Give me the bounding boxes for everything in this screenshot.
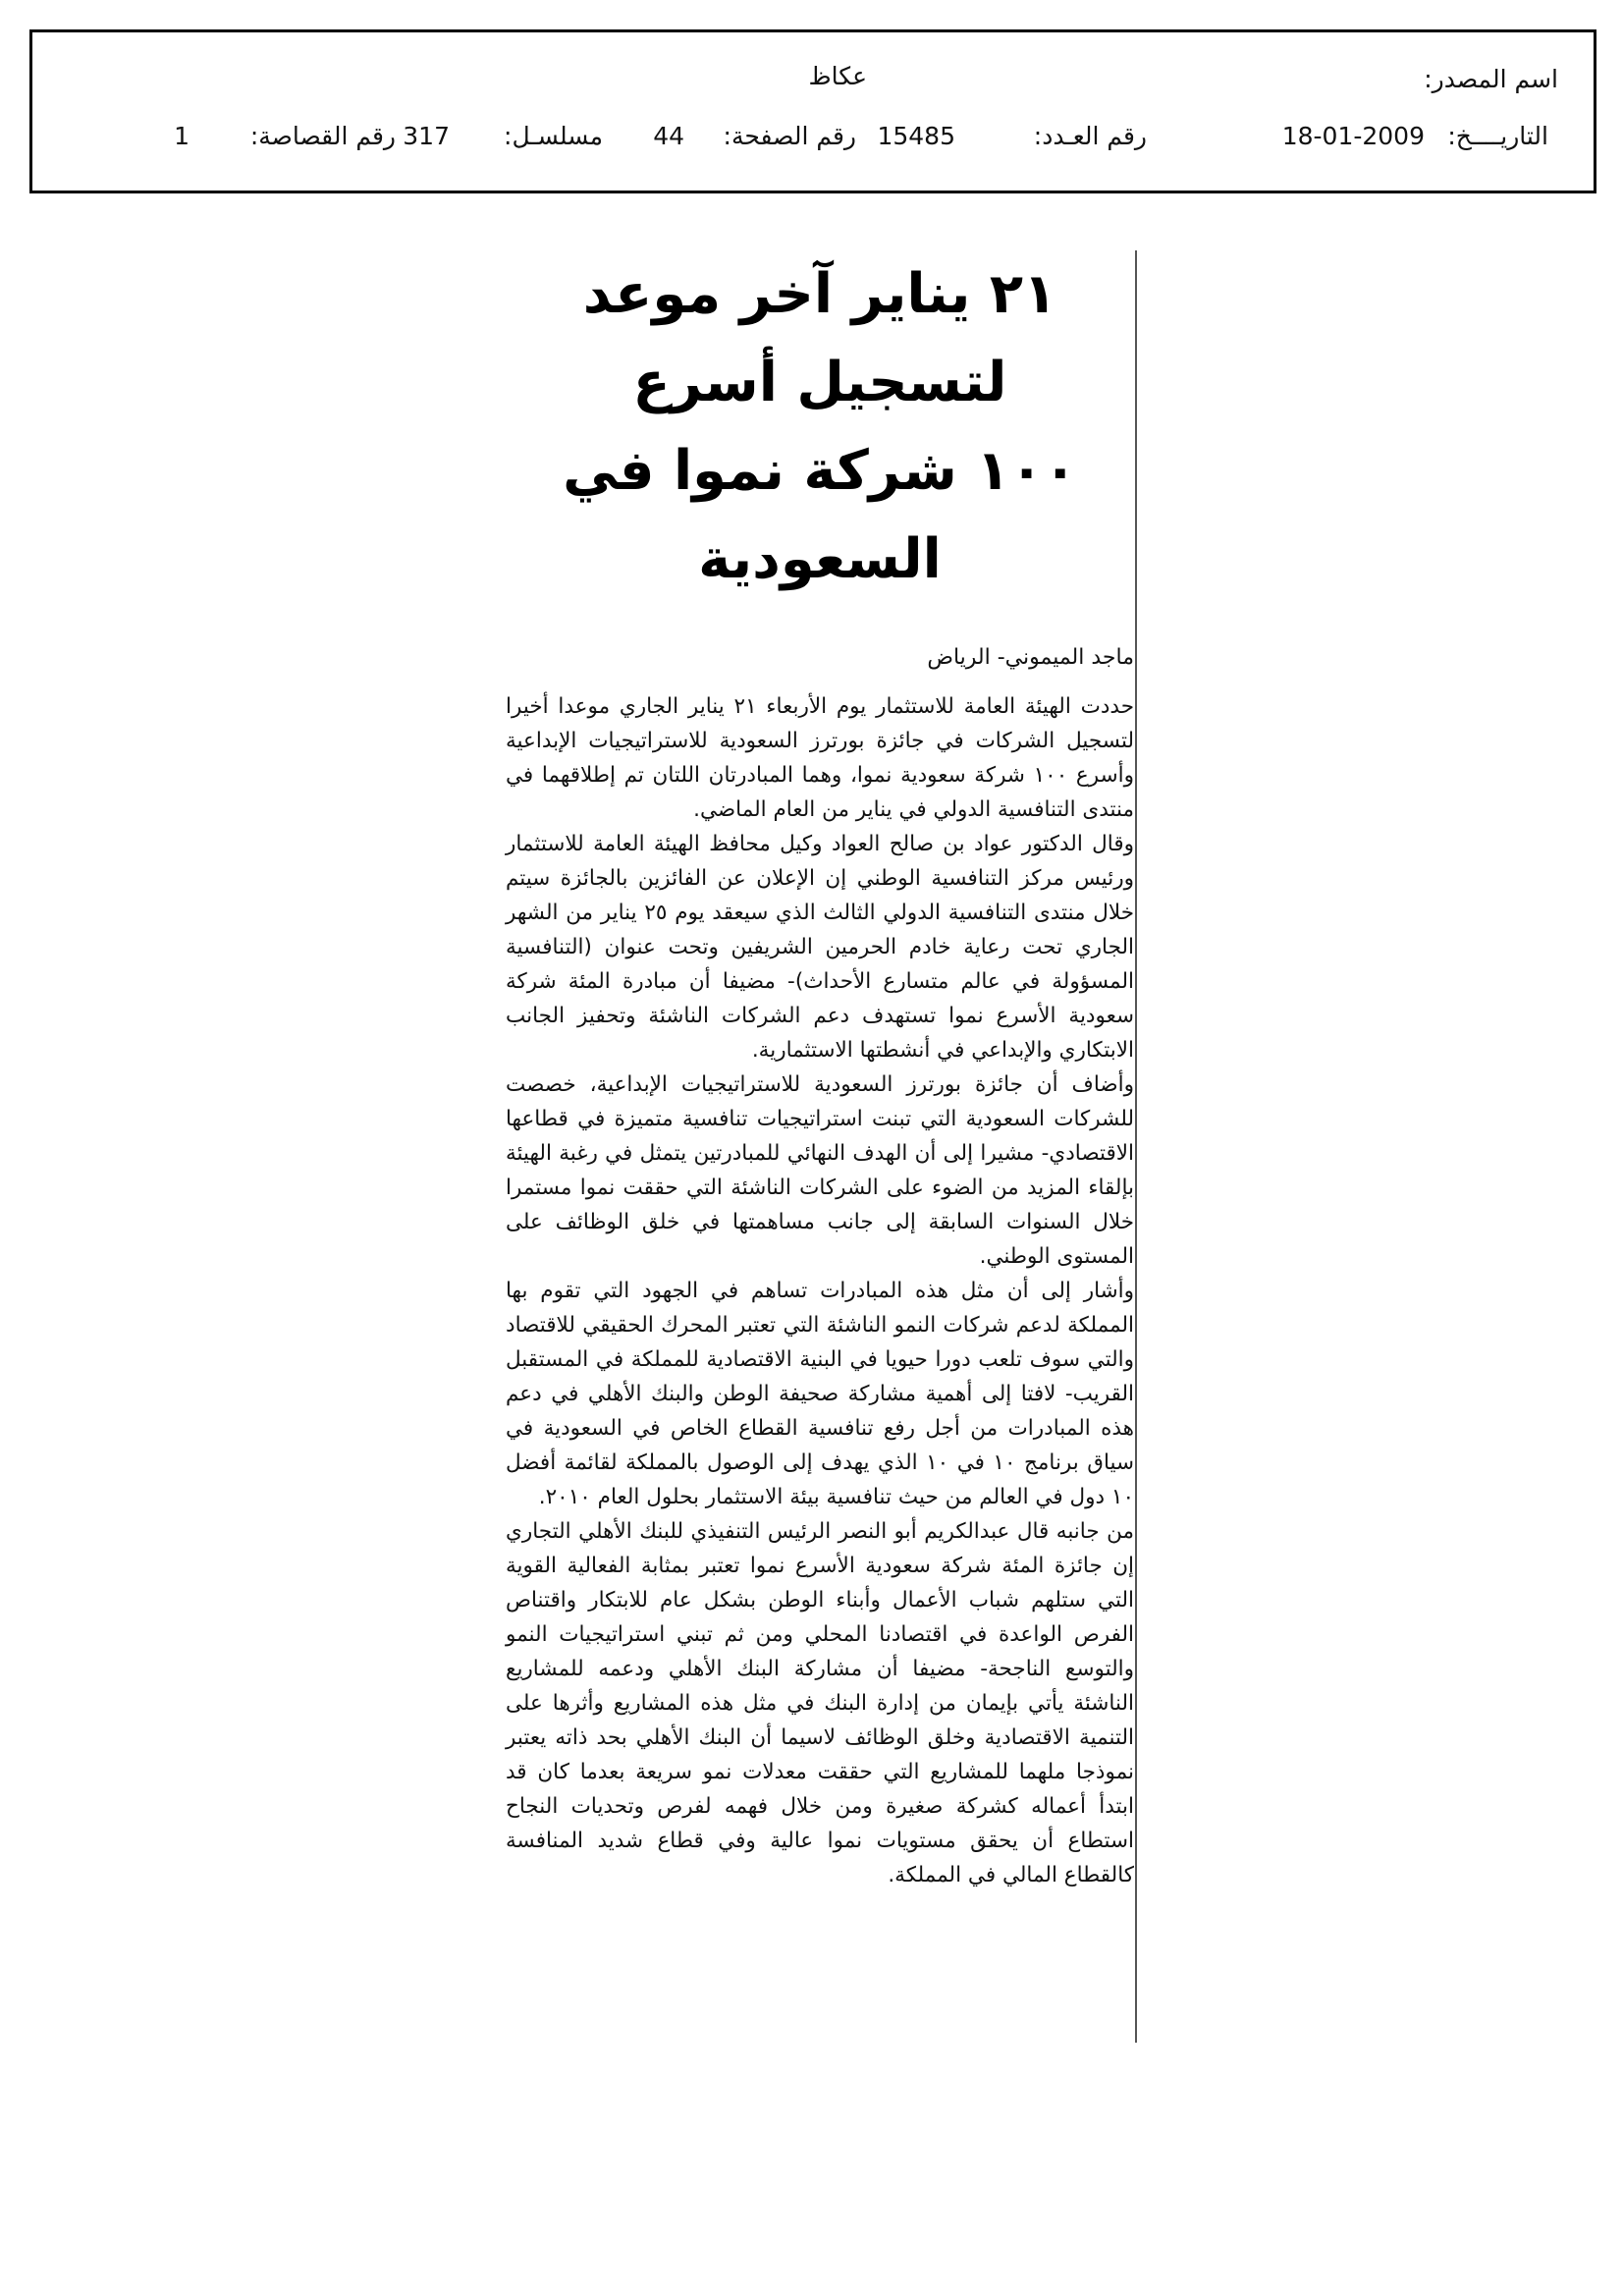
article-paragraph: وأضاف أن جائزة بورترز السعودية للاستراتيجيات الإبداعية، خصصت للشركات السعودية التي تبنت استراتيجيات تنافسية متميزة في قطاعها الاقتصادي- مشيرا إلى أن الهدف النهائي للمبادرتين يتمثل في رغبة الهيئة بإلقاء المزيد من الضوء على الشركات الناشئة التي حققت نموا مستمرا خلال السنوات السابقة إلى جانب مساهمتها في خلق الوظائف على المستوى الوطني. <box>506 1072 1134 1269</box>
headline-line-1: ٢١ يناير آخر موعد لتسجيل أسرع <box>582 262 1057 414</box>
serial-label: مسلسـل: <box>504 122 603 150</box>
article-paragraph: من جانبه قال عبدالكريم أبو النصر الرئيس التنفيذي للبنك الأهلي التجاري إن جائزة المئة شركة سعودية الأسرع نموا تعتبر بمثابة الفعالية القوية التي ستلهم شباب الأعمال وأبناء الوطن بشكل عام للابتكار واقتناص الفرص الواعدة في اقتصادنا المحلي ومن ثم تبني استراتيجيات النمو والتوسع الناجحة- مضيفا أن مشاركة البنك الأهلي ودعمه للمشاريع الناشئة يأتي بإيمان من إدارة البنك في مثل هذه المشاريع وأثرها على التنمية الاقتصادية وخلق الوظائف لاسيما أن البنك الأهلي بحد ذاته يعتبر نموذجا ملهما للمشاريع التي حققت معدلات نمو سريعة بعدما كان قد ابتدأ أعماله كشركة صغيرة ومن خلال فهمه لفرص وتحديات النجاح استطاع أن يحقق مستويات نموا عالية وفي قطاع شديد المنافسة كالقطاع المالي في المملكة. <box>506 1519 1134 1887</box>
page-value: 44 <box>653 122 684 150</box>
article-paragraph: حددت الهيئة العامة للاستثمار يوم الأربعاء ٢١ يناير الجاري موعدا أخيرا لتسجيل الشركات في جائزة بورترز السعودية للاستراتيجيات الإبداعية وأسرع ١٠٠ شركة سعودية نموا، وهما المبادرتان اللتان تم إطلاقهما في منتدى التنافسية الدولي في يناير من العام الماضي. <box>506 694 1135 822</box>
article-paragraph: وقال الدكتور عواد بن صالح العواد وكيل محافظ الهيئة العامة للاستثمار ورئيس مركز التنافسية الوطني إن الإعلان عن الفائزين بالجائزة سيتم خلال منتدى التنافسية الدولي الثالث الذي سيعقد يوم ٢٥ يناير من الشهر الجاري تحت رعاية خادم الحرمين الشريفين وتحت عنوان (التنافسية المسؤولة في عالم متسارع الأحداث)- مضيفا أن مبادرة المئة شركة سعودية الأسرع نموا تستهدف دعم الشركات الناشئة وتحفيز الجانب الابتكاري والإبداعي في أنشطتها الاستثمارية. <box>506 832 1135 1063</box>
article-body <box>506 689 1134 1892</box>
headline-line-2: ١٠٠ شركة نموا في السعودية <box>563 439 1077 591</box>
article-byline: ماجد الميموني- الرياض <box>927 645 1134 670</box>
issue-value: 15485 <box>877 122 955 150</box>
column-rule <box>1135 250 1137 2043</box>
date-label: التاريــــخ: <box>1447 122 1548 150</box>
page-label: رقم الصفحة: <box>723 122 856 150</box>
source-label: اسم المصدر: <box>1424 65 1558 93</box>
serial-value: 317 <box>403 122 450 150</box>
source-name: عكاظ <box>808 62 867 90</box>
clipping-header-box <box>29 29 1596 193</box>
issue-label: رقم العـدد: <box>1033 122 1147 150</box>
article-clipping <box>506 250 1134 1892</box>
article-paragraph: وأشار إلى أن مثل هذه المبادرات تساهم في الجهود التي تقوم بها المملكة لدعم شركات النمو الناشئة التي تعتبر المحرك الحقيقي للاقتصاد والتي سوف تلعب دورا حيويا في البنية الاقتصادية للمملكة في المستقبل القريب- لافتا إلى أهمية مشاركة صحيفة الوطن والبنك الأهلي في دعم هذه المبادرات من أجل رفع تنافسية القطاع الخاص في السعودية في سياق برنامج ١٠ في ١٠ الذي يهدف إلى الوصول بالمملكة لقائمة أفضل ١٠ دول في العالم من حيث تنافسية بيئة الاستثمار بحلول العام ٢٠١٠. <box>506 1279 1134 1509</box>
clip-number-value: 1 <box>174 122 189 150</box>
clip-number-label: رقم القصاصة: <box>249 122 396 150</box>
article-headline <box>506 250 1134 604</box>
date-value: 18-01-2009 <box>1281 122 1425 150</box>
